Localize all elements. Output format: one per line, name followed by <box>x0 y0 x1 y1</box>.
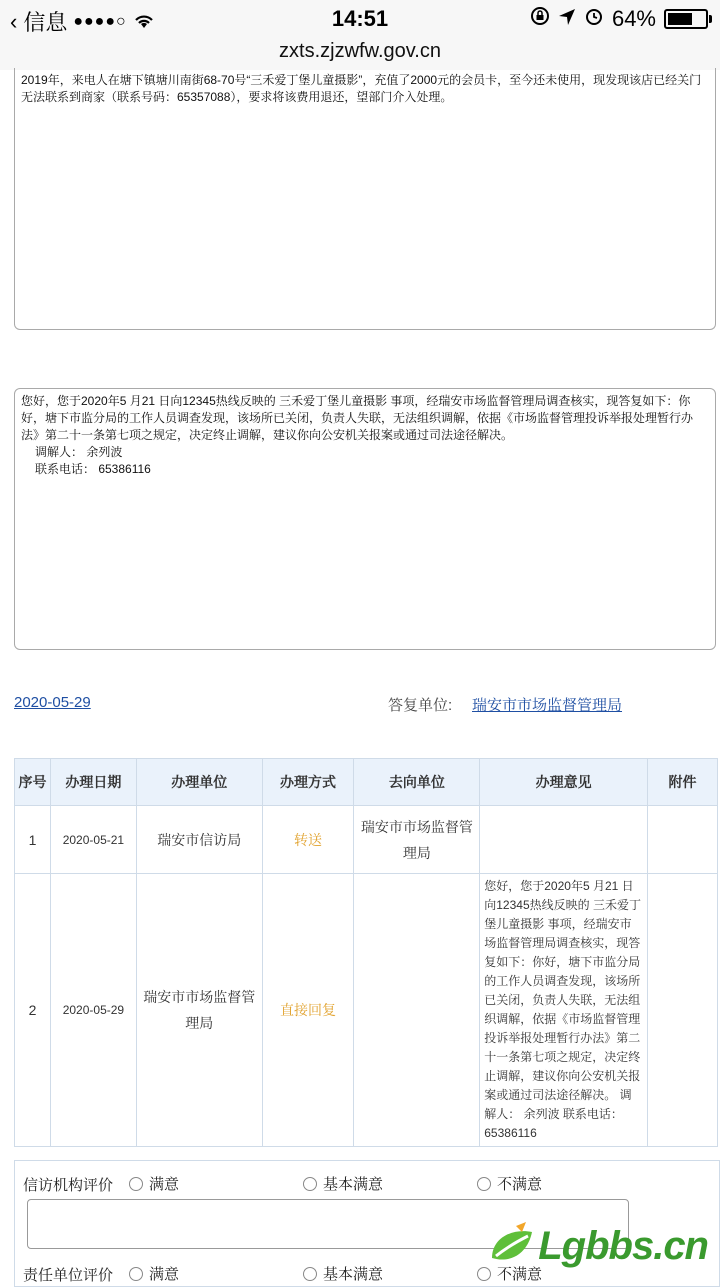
reply-date-link[interactable]: 2020-05-29 <box>14 694 91 711</box>
clock: 14:51 <box>331 6 389 31</box>
cell-date: 2020-05-29 <box>50 874 136 1147</box>
watermark-logo <box>486 1222 708 1270</box>
reply-info-row <box>14 694 714 716</box>
radio-icon[interactable] <box>129 1267 143 1281</box>
address-bar[interactable]: zxts.zjzwfw.gov.cn <box>0 40 720 70</box>
cell-date: 2020-05-21 <box>50 806 136 874</box>
contact-phone-text: 联系电话： 65386116 <box>35 462 151 476</box>
header-opinion: 办理意见 <box>480 759 648 806</box>
status-bar <box>0 0 720 40</box>
cell-opinion <box>480 806 648 874</box>
table-row <box>15 874 718 1147</box>
cell-no: 2 <box>15 874 51 1147</box>
option-label: 满意 <box>149 1176 180 1193</box>
agency-radio-satisfied[interactable] <box>129 1173 179 1194</box>
cell-no: 1 <box>15 806 51 874</box>
cell-attach <box>648 806 718 874</box>
header-to: 去向单位 <box>354 759 480 806</box>
option-label: 不满意 <box>497 1266 543 1283</box>
carrier-label: 信息 <box>23 10 68 35</box>
reply-dept-label: 答复单位: <box>388 697 453 714</box>
watermark-text: Lgbbs.cn <box>538 1223 708 1268</box>
reply-dept-link[interactable]: 瑞安市市场监督管理局 <box>472 697 623 714</box>
cell-to: 瑞安市市场监督管理局 <box>354 806 480 874</box>
table-header-row <box>15 759 718 806</box>
reply-content-box[interactable] <box>14 388 716 650</box>
cell-attach <box>648 874 718 1147</box>
cell-opinion: 您好，您于2020年5 月21 日向12345热线反映的 三禾爱丁堡儿童摄影 事项，经瑞安市场监督管理局调查核实，现答复如下：你好，塘下市监分局的工作人员调查发现，该场所已关闭，负责人失联，无法组织调解，依据《市场监督管理投诉举报处理暂行办法》第二十一条第七项之规定，决定终止调解，建议你向公安机关报案或通过司法途径解决。 调解人： 余列波 联系电话：65386116 <box>480 874 648 1147</box>
radio-icon[interactable] <box>303 1267 317 1281</box>
radio-icon[interactable] <box>303 1177 317 1191</box>
option-label: 满意 <box>149 1266 180 1283</box>
option-label: 不满意 <box>497 1176 543 1193</box>
table-row <box>15 806 718 874</box>
eval-dept-label: 责任单位评价 <box>23 1266 114 1284</box>
alarm-icon <box>584 6 604 32</box>
cell-unit: 瑞安市市场监督管理局 <box>136 874 262 1147</box>
agency-radio-unsatisfied[interactable] <box>477 1173 542 1194</box>
signal-icon: ●●●●○ <box>73 12 127 30</box>
cell-to <box>354 874 480 1147</box>
header-date: 办理日期 <box>50 759 136 806</box>
leaf-logo-icon <box>486 1222 538 1270</box>
radio-icon[interactable] <box>477 1177 491 1191</box>
complaint-content-box[interactable] <box>14 68 716 330</box>
option-label: 基本满意 <box>323 1176 384 1193</box>
back-chevron-icon[interactable]: ‹ <box>10 8 18 34</box>
option-label: 基本满意 <box>323 1266 384 1283</box>
battery-percent: 64% <box>611 6 656 31</box>
battery-icon <box>664 9 708 29</box>
agency-radio-basic[interactable] <box>303 1173 383 1194</box>
complaint-text: 2019年，来电人在塘下镇塘川南街68-70号“三禾爱丁堡儿童摄影”，充值了2000元的会员卡，至今还未使用，现发现该店已经关门无法联系到商家（联系号码：65357088），要求将该费用退还，望部门介入处理。 <box>21 73 702 104</box>
radio-icon[interactable] <box>129 1177 143 1191</box>
reply-text: 您好，您于2020年5 月21 日向12345热线反映的 三禾爱丁堡儿童摄影 事项，经瑞安市场监督管理局调查核实，现答复如下：你好，塘下市监分局的工作人员调查发现，该场所已关闭，负责人失联，无法组织调解，依据《市场监督管理投诉举报处理暂行办法》第二十一条第七项之规定，决定终止调解，建议你向公安机关报案或通过司法途径解决。 <box>21 394 694 442</box>
location-icon <box>558 6 576 32</box>
header-no: 序号 <box>15 759 51 806</box>
cell-unit: 瑞安市信访局 <box>136 806 262 874</box>
dept-radio-satisfied[interactable] <box>129 1263 179 1284</box>
eval-agency-label: 信访机构评价 <box>23 1176 114 1194</box>
eval-row-dept <box>23 1263 113 1285</box>
processing-table <box>14 758 718 1147</box>
header-attach: 附件 <box>648 759 718 806</box>
header-method: 办理方式 <box>262 759 354 806</box>
mediator-text: 调解人： 余列波 <box>35 445 123 459</box>
lock-rotation-icon <box>530 6 550 32</box>
dept-radio-basic[interactable] <box>303 1263 383 1284</box>
header-unit: 办理单位 <box>136 759 262 806</box>
cell-method: 转送 <box>262 806 354 874</box>
cell-method: 直接回复 <box>262 874 354 1147</box>
eval-row-agency <box>23 1173 113 1195</box>
